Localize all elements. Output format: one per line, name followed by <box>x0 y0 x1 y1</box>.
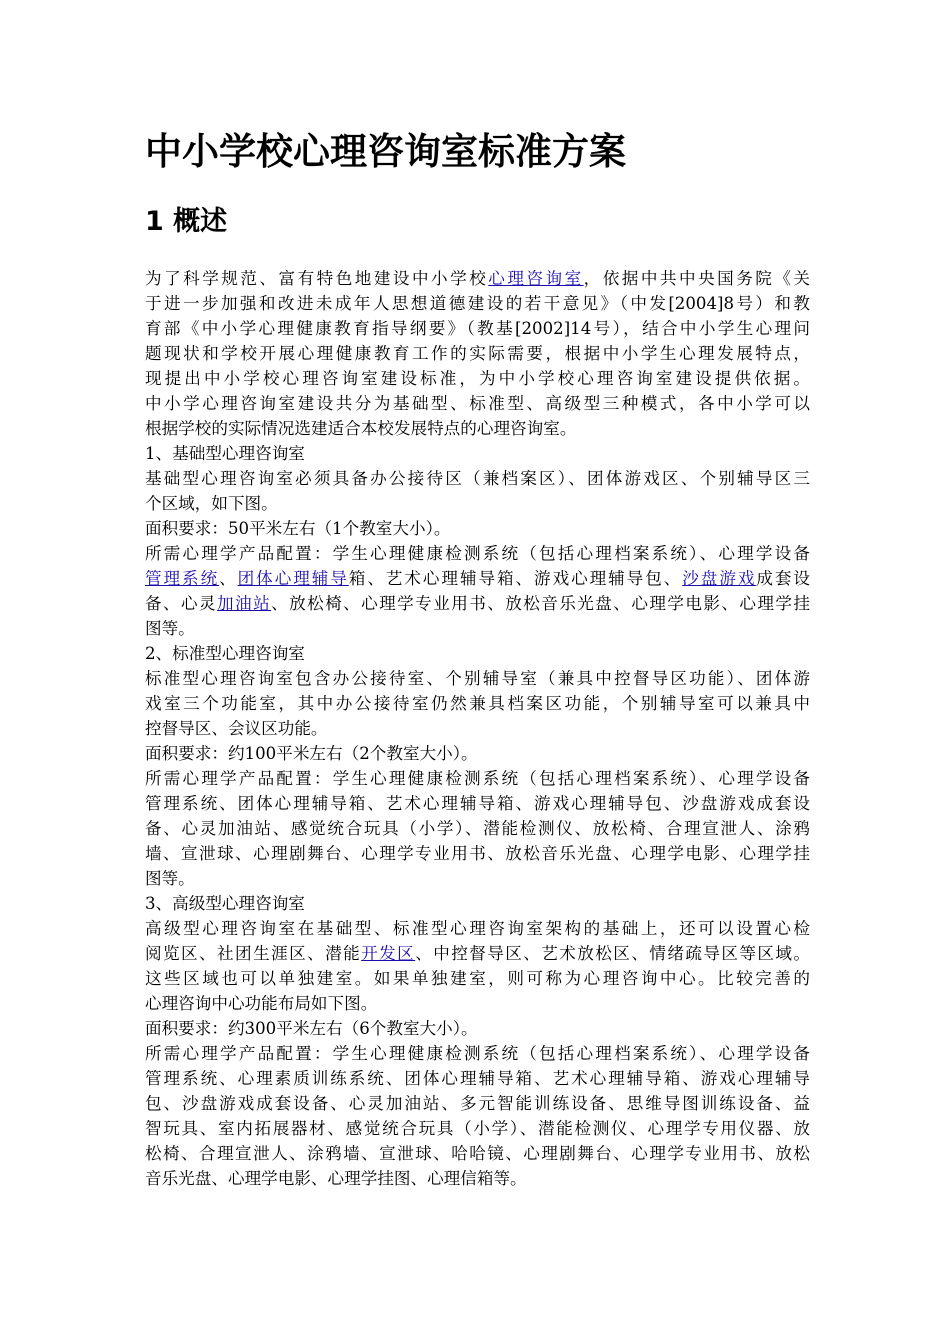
text-line: 题现状和学校开展心理健康教育工作的实际需要，根据中小学生心理发展特点， <box>145 344 810 363</box>
text-line: 心理咨询中心功能布局如下图。 <box>145 994 378 1013</box>
text-line: 图等。 <box>145 869 195 888</box>
text-line: 戏室三个功能室，其中办公接待室仍然兼具档案区功能，个别辅导室可以兼具中 <box>145 694 810 713</box>
text-line: 面积要求：约300平米左右（6个教室大小）。 <box>145 1019 478 1038</box>
link-management-system[interactable]: 管理系统 <box>145 569 220 588</box>
text-line: 面积要求：约100平米左右（2个教室大小）。 <box>145 744 478 763</box>
link-counseling-room[interactable]: 心理咨询室 <box>488 269 584 288</box>
text-line: 控督导区、会议区功能。 <box>145 719 328 738</box>
text-line: 管理系统、团体心理辅导箱、艺术心理辅导箱、游戏心理辅导包、沙盘游戏成套设 <box>145 569 810 588</box>
text-line: 阅览区、社团生涯区、潜能开发区、中控督导区、艺术放松区、情绪疏导区等区域。 <box>145 944 810 963</box>
text-line: 面积要求：50平米左右（1个教室大小）。 <box>145 519 451 538</box>
text-line: 所需心理学产品配置：学生心理健康检测系统（包括心理档案系统）、心理学设备 <box>145 769 810 788</box>
text-line: 标准型心理咨询室包含办公接待室、个别辅导室（兼具中控督导区功能）、团体游 <box>145 669 810 688</box>
text-line: 个区域，如下图。 <box>145 494 278 513</box>
text-line: 所需心理学产品配置：学生心理健康检测系统（包括心理档案系统）、心理学设备 <box>145 1044 810 1063</box>
text-line: 备、心灵加油站、放松椅、心理学专业用书、放松音乐光盘、心理学电影、心理学挂 <box>145 594 810 613</box>
text-line: 中小学心理咨询室建设共分为基础型、标准型、高级型三种模式，各中小学可以 <box>145 394 810 413</box>
text-line: 音乐光盘、心理学电影、心理学挂图、心理信箱等。 <box>145 1169 527 1188</box>
text-line: 所需心理学产品配置：学生心理健康检测系统（包括心理档案系统）、心理学设备 <box>145 544 810 563</box>
text-line: 基础型心理咨询室必须具备办公接待区（兼档案区）、团体游戏区、个别辅导区三 <box>145 469 810 488</box>
subsection-heading-standard: 2、标准型心理咨询室 <box>145 644 305 663</box>
document-body <box>145 266 810 1191</box>
text-line: 育部《中小学心理健康教育指导纲要》（教基[2002]14号），结合中小学生心理问 <box>145 319 810 338</box>
text-line: 管理系统、团体心理辅导箱、艺术心理辅导箱、游戏心理辅导包、沙盘游戏成套设 <box>145 794 810 813</box>
text-line: 备、心灵加油站、感觉统合玩具（小学）、潜能检测仪、放松椅、合理宣泄人、涂鸦 <box>145 819 810 838</box>
subsection-heading-basic: 1、基础型心理咨询室 <box>145 444 305 463</box>
subsection-heading-advanced: 3、高级型心理咨询室 <box>145 894 305 913</box>
link-group-counseling[interactable]: 团体心理辅导 <box>237 569 349 588</box>
link-dev-zone[interactable]: 开发区 <box>361 944 416 963</box>
link-sandplay[interactable]: 沙盘游戏 <box>682 569 757 588</box>
document-title: 中小学校心理咨询室标准方案 <box>145 130 626 173</box>
text-line: 松椅、合理宣泄人、涂鸦墙、宣泄球、哈哈镜、心理剧舞台、心理学专业用书、放松 <box>145 1144 810 1163</box>
link-refuel-station[interactable]: 加油站 <box>217 594 272 613</box>
text-line: 这些区域也可以单独建室。如果单独建室，则可称为心理咨询中心。比较完善的 <box>145 969 810 988</box>
text-line: 管理系统、心理素质训练系统、团体心理辅导箱、艺术心理辅导箱、游戏心理辅导 <box>145 1069 810 1088</box>
text-line: 为了科学规范、富有特色地建设中小学校心理咨询室，依据中共中央国务院《关 <box>145 269 810 288</box>
text-line: 包、沙盘游戏成套设备、心灵加油站、多元智能训练设备、思维导图训练设备、益 <box>145 1094 810 1113</box>
text-line: 墙、宣泄球、心理剧舞台、心理学专业用书、放松音乐光盘、心理学电影、心理学挂 <box>145 844 810 863</box>
text-line: 图等。 <box>145 619 195 638</box>
text-line: 智玩具、室内拓展器材、感觉统合玩具（小学）、潜能检测仪、心理学专用仪器、放 <box>145 1119 810 1138</box>
text-line: 现提出中小学校心理咨询室建设标准，为中小学校心理咨询室建设提供依据。 <box>145 369 810 388</box>
text-line: 于进一步加强和改进未成年人思想道德建设的若干意见》（中发[2004]8号）和教 <box>145 294 810 313</box>
text-line: 高级型心理咨询室在基础型、标准型心理咨询室架构的基础上，还可以设置心检 <box>145 919 810 938</box>
section-heading-overview: 1 概述 <box>145 206 228 237</box>
text-line: 根据学校的实际情况选建适合本校发展特点的心理咨询室。 <box>145 419 577 438</box>
